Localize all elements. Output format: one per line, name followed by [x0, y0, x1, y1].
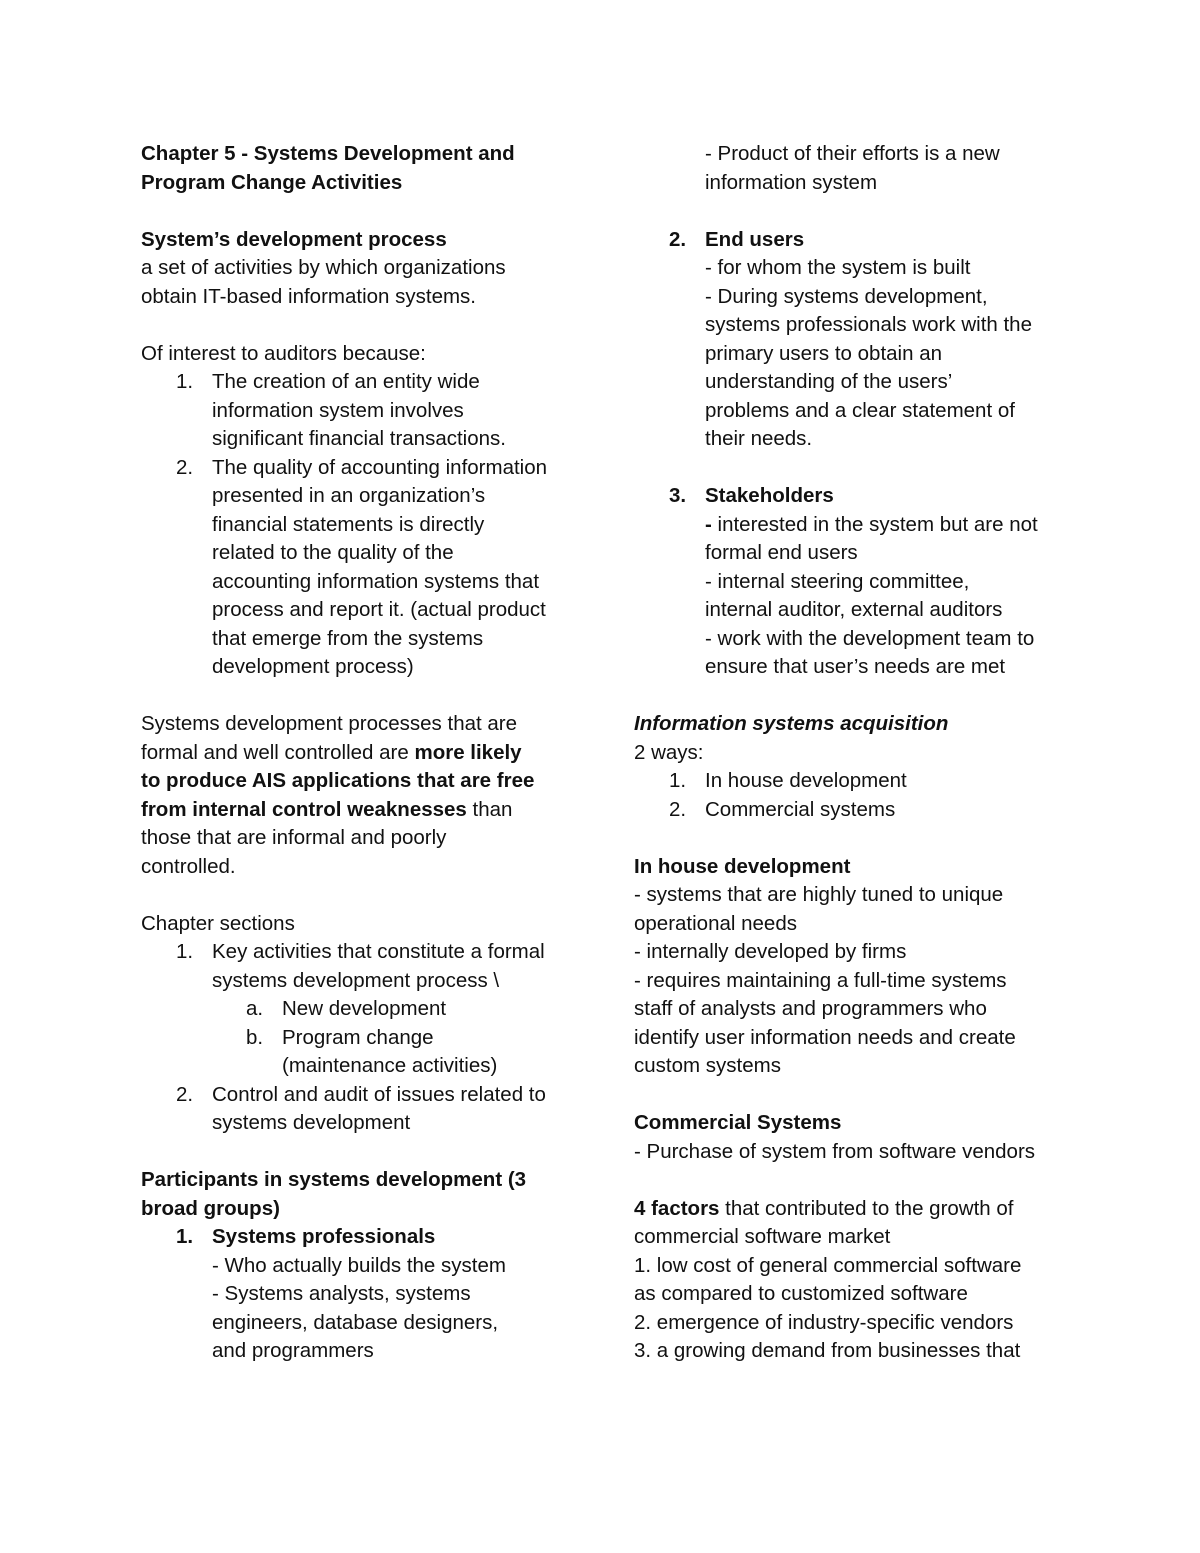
isa-heading: Information systems acquisition — [634, 712, 949, 735]
list-item-line: process and report it. (actual product — [212, 598, 546, 621]
chapter-title-line-1: Chapter 5 - Systems Development and — [141, 142, 515, 165]
sections-intro: Chapter sections — [141, 911, 295, 935]
paragraph-line: those that are informal and poorly — [141, 826, 447, 849]
sdp-definition-line: obtain IT-based information systems. — [141, 284, 476, 308]
paragraph-line: staff of analysts and programmers who — [634, 997, 987, 1020]
right-column — [634, 140, 1074, 1366]
paragraph-line: - requires maintaining a full-time systems — [634, 968, 1007, 992]
paragraph-line: commercial software market — [634, 1225, 891, 1248]
list-item-line: significant financial transactions. — [212, 427, 506, 450]
list-item-line: - Who actually builds the system — [212, 1253, 506, 1277]
paragraph-emphasis: from internal control weaknesses — [141, 797, 467, 821]
sections-list — [141, 938, 581, 1138]
list-marker: 2. — [669, 797, 687, 821]
sdp-heading: System’s development process — [141, 227, 447, 251]
list-item-line: Commercial systems — [705, 797, 896, 821]
list-item-line — [705, 511, 1074, 540]
list-item — [634, 796, 1074, 825]
left-column — [141, 140, 581, 1366]
list-item-line: Control and audit of issues related to — [212, 1082, 546, 1106]
list-item-line: engineers, database designers, — [212, 1310, 499, 1334]
list-item-line: and programmers — [212, 1339, 374, 1362]
list-item-line: Program change — [282, 1025, 434, 1049]
list-item-line: systems professionals work with the — [705, 313, 1032, 336]
list-item-line: - work with the development team to — [705, 626, 1035, 650]
list-marker: 1. — [669, 769, 687, 792]
list-item-line: - internal steering committee, — [705, 569, 970, 593]
list-marker: 2. — [176, 455, 194, 479]
list-item-line: that emerge from the systems — [212, 626, 484, 650]
list-item-line: The creation of an entity wide — [212, 370, 480, 393]
interest-list — [141, 368, 581, 682]
paragraph-line — [634, 1195, 1074, 1224]
list-marker: 1. — [176, 370, 194, 393]
list-marker: 3. — [669, 484, 687, 507]
list-item — [141, 938, 581, 995]
ihd-heading: In house development — [634, 854, 851, 878]
systems-professionals-title: Systems professionals — [212, 1225, 436, 1248]
list-item-line: formal end users — [705, 541, 858, 564]
list-item-line: presented in an organization’s — [212, 484, 486, 507]
list-marker: 1. — [176, 940, 194, 963]
paragraph-line: 2. emergence of industry-specific vendors — [634, 1310, 1014, 1334]
participants-heading: Participants in systems development (3 — [141, 1168, 527, 1191]
list-item-line: their needs. — [705, 427, 813, 450]
paragraph-text: formal and well controlled are — [141, 740, 415, 764]
paragraph-emphasis: more likely — [414, 740, 522, 764]
list-marker: 1. — [176, 1225, 194, 1248]
list-item-line: ensure that user’s needs are met — [705, 655, 1006, 678]
list-item-line: internal auditor, external auditors — [705, 598, 1003, 621]
list-marker: 2. — [669, 227, 687, 251]
list-item-line: systems development — [212, 1111, 411, 1134]
paragraph-line: operational needs — [634, 911, 797, 935]
list-item-line: - During systems development, — [705, 284, 988, 308]
paragraph-line: custom systems — [634, 1054, 781, 1077]
paragraph-text: that contributed to the growth of — [719, 1196, 1014, 1220]
list-item — [634, 482, 1074, 682]
list-item-line: In house development — [705, 769, 907, 792]
list-item-line: systems development process \ — [212, 968, 500, 992]
list-item-line: primary users to obtain an — [705, 341, 943, 365]
list-marker: b. — [246, 1025, 264, 1049]
list-item-line: The quality of accounting information — [212, 455, 548, 479]
paragraph-line: controlled. — [141, 854, 236, 878]
sub-list-item — [141, 995, 581, 1024]
list-item-line: related to the quality of the — [212, 541, 454, 564]
paragraph-line: Systems development processes that are — [141, 712, 518, 735]
stakeholders-title: Stakeholders — [705, 484, 834, 507]
dash-marker: - — [705, 512, 712, 536]
list-item — [634, 767, 1074, 796]
controls-paragraph — [141, 710, 581, 881]
list-item — [634, 226, 1074, 454]
end-users-title: End users — [705, 227, 805, 251]
list-item-line: (maintenance activities) — [282, 1054, 498, 1077]
list-item-line: - Product of their efforts is a new — [705, 142, 1000, 165]
paragraph-text: than — [466, 797, 513, 821]
list-item-line: - for whom the system is built — [705, 256, 971, 279]
paragraph-line: 1. low cost of general commercial software — [634, 1253, 1022, 1277]
chapter-title-line-2: Program Change Activities — [141, 170, 403, 194]
isa-intro: 2 ways: — [634, 740, 704, 764]
paragraph-line: 3. a growing demand from businesses that — [634, 1339, 1021, 1362]
paragraph-line: - systems that are highly tuned to unique — [634, 883, 1004, 906]
participants-heading: broad groups) — [141, 1196, 280, 1220]
paragraph-line — [141, 739, 581, 768]
paragraph-line: - Purchase of system from software vendors — [634, 1139, 1036, 1163]
paragraph-line: as compared to customized software — [634, 1282, 968, 1305]
list-marker: 2. — [176, 1082, 194, 1106]
list-item-line: development process) — [212, 655, 414, 678]
factors-emphasis: 4 factors — [634, 1196, 720, 1220]
paragraph-line: identify user information needs and create — [634, 1025, 1016, 1049]
list-marker: a. — [246, 997, 264, 1020]
list-item-line: understanding of the users’ — [705, 370, 953, 393]
list-item-line: information system involves — [212, 398, 464, 422]
list-item-line: information system — [705, 170, 878, 194]
list-item-line: - Systems analysts, systems — [212, 1282, 471, 1305]
list-item-line: Key activities that constitute a formal — [212, 940, 545, 963]
list-item-line: New development — [282, 997, 447, 1020]
list-item-text: interested in the system but are not — [711, 512, 1038, 536]
paragraph-emphasis-line: to produce AIS applications that are free — [141, 769, 535, 792]
list-item-line: accounting information systems that — [212, 569, 540, 593]
cs-heading: Commercial Systems — [634, 1111, 842, 1134]
paragraph-line — [141, 796, 581, 825]
list-item — [141, 1081, 581, 1138]
list-item-line: problems and a clear statement of — [705, 398, 1015, 422]
list-item — [141, 1223, 581, 1366]
sdp-definition-line: a set of activities by which organizations — [141, 256, 506, 279]
list-item-line: financial statements is directly — [212, 512, 485, 536]
list-item — [141, 454, 581, 682]
list-item — [141, 368, 581, 454]
paragraph-line: - internally developed by firms — [634, 940, 907, 963]
interest-intro: Of interest to auditors because: — [141, 341, 426, 365]
sub-list-item — [141, 1024, 581, 1081]
